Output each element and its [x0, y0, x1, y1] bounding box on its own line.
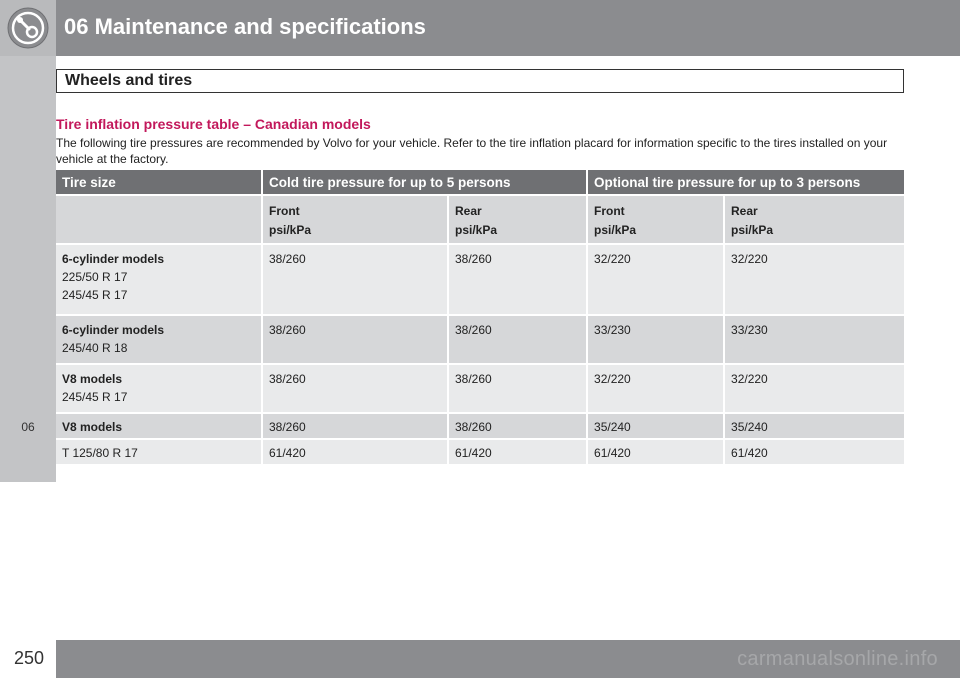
subheader-unit: psi/kPa	[731, 223, 774, 237]
pressure-cell: 61/420	[262, 439, 448, 465]
wrench-gear-icon	[6, 6, 50, 50]
tire-size: 245/45 R 17	[62, 288, 128, 302]
header-cold-pressure: Cold tire pressure for up to 5 persons	[262, 170, 587, 195]
pressure-cell: 32/220	[587, 364, 724, 413]
subheader-cell	[448, 195, 587, 244]
pressure-cell: 61/420	[587, 439, 724, 465]
subheader-cell	[724, 195, 904, 244]
pressure-cell: 38/260	[448, 244, 587, 315]
pressure-cell: 38/260	[262, 364, 448, 413]
table-row	[56, 244, 904, 315]
pressure-cell: 33/230	[724, 315, 904, 364]
model-name: 6-cylinder models	[62, 252, 165, 266]
chapter-title: 06 Maintenance and specifications	[64, 14, 426, 39]
watermark-text: carmanualsonline.info	[737, 648, 938, 670]
tire-size: 245/40 R 18	[62, 341, 128, 355]
table-row	[56, 413, 904, 439]
pressure-cell: 38/260	[262, 244, 448, 315]
table-subheader-row	[56, 195, 904, 244]
tire-size-cell	[56, 315, 262, 364]
header-optional-pressure: Optional tire pressure for up to 3 persons	[587, 170, 904, 195]
section-title: Wheels and tires	[65, 72, 193, 89]
pressure-cell: 38/260	[448, 413, 587, 439]
tire-size-cell	[56, 244, 262, 315]
model-name: V8 models	[62, 372, 123, 386]
pressure-cell: 38/260	[448, 364, 587, 413]
model-name: V8 models	[62, 420, 123, 434]
tire-pressure-table	[56, 170, 904, 466]
subheader-position: Front	[269, 204, 300, 218]
page-number: 250	[14, 648, 45, 668]
subheader-position: Rear	[455, 204, 482, 218]
pressure-cell: 61/420	[448, 439, 587, 465]
subheader-cell	[587, 195, 724, 244]
tire-size: 245/45 R 17	[62, 390, 128, 404]
tire-size-cell	[56, 364, 262, 413]
subheader-unit: psi/kPa	[594, 223, 637, 237]
pressure-cell: 33/230	[587, 315, 724, 364]
section-title-box	[56, 69, 904, 93]
subheader-position: Front	[594, 204, 625, 218]
table-row	[56, 315, 904, 364]
intro-paragraph: The following tire pressures are recommended by Volvo for your vehicle. Refer to the tire inflation placard for information specific to the tires installed on your vehicle at the factory.	[56, 136, 888, 166]
chapter-side-label: 06	[21, 420, 35, 434]
tire-size-cell	[56, 439, 262, 465]
subheader-cell	[262, 195, 448, 244]
tire-size-cell	[56, 413, 262, 439]
header-tire-size: Tire size	[56, 170, 262, 195]
subheader-unit: psi/kPa	[269, 223, 312, 237]
table-row	[56, 364, 904, 413]
pressure-cell: 38/260	[262, 315, 448, 364]
pressure-cell: 32/220	[587, 244, 724, 315]
pressure-cell: 35/240	[724, 413, 904, 439]
chapter-side-tab	[0, 56, 56, 482]
pressure-cell: 32/220	[724, 364, 904, 413]
table-heading: Tire inflation pressure table – Canadian models	[56, 116, 371, 132]
tire-size: 225/50 R 17	[62, 270, 128, 284]
pressure-cell: 38/260	[262, 413, 448, 439]
pressure-cell: 32/220	[724, 244, 904, 315]
subheader-empty	[56, 195, 262, 244]
tire-size: T 125/80 R 17	[62, 446, 138, 460]
table-header-row	[56, 170, 904, 195]
pressure-cell: 35/240	[587, 413, 724, 439]
pressure-cell: 38/260	[448, 315, 587, 364]
table-row	[56, 439, 904, 465]
pressure-cell: 61/420	[724, 439, 904, 465]
chapter-icon-box	[0, 0, 56, 56]
model-name: 6-cylinder models	[62, 323, 165, 337]
subheader-position: Rear	[731, 204, 758, 218]
subheader-unit: psi/kPa	[455, 223, 498, 237]
